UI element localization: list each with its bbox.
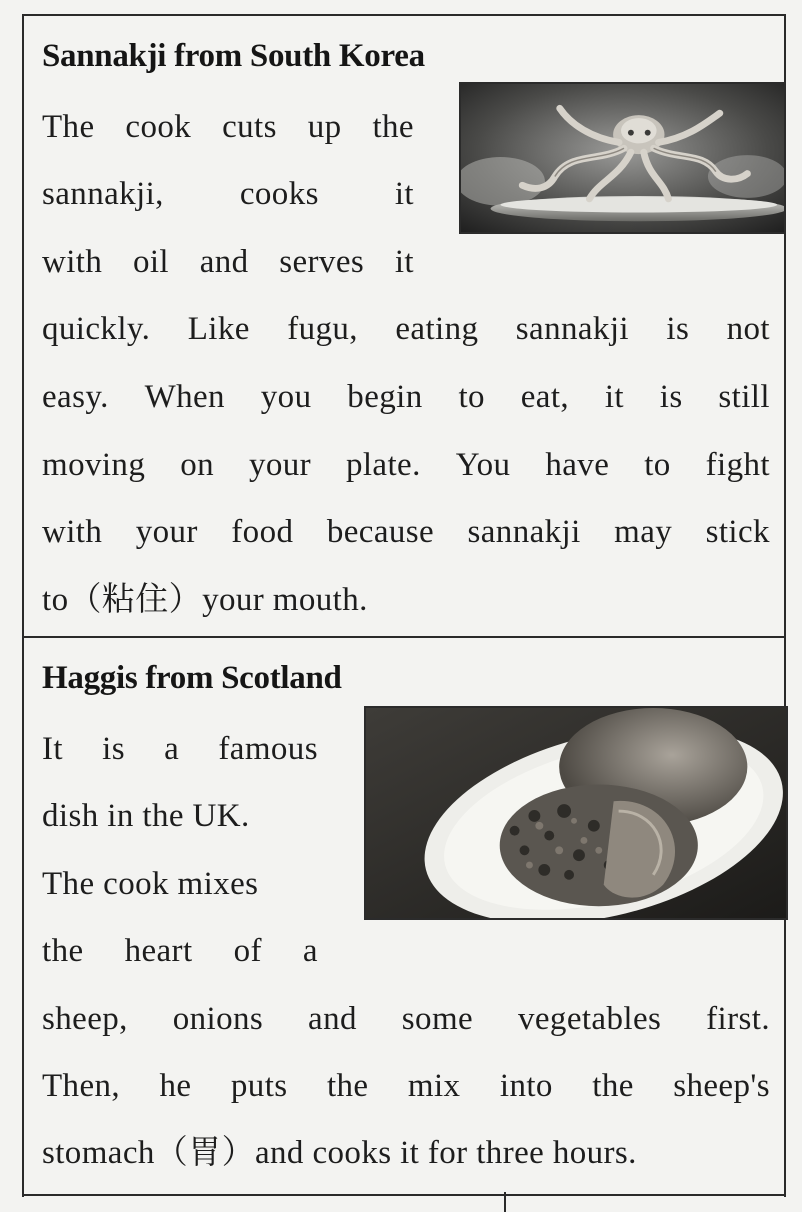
bottom-border-right	[506, 1194, 786, 1196]
body-line: the heart of a	[42, 933, 318, 969]
bottom-divider-tick	[504, 1192, 506, 1212]
body-line: sheep, onions and some vegetables first.	[42, 1001, 770, 1037]
body-line: quickly. Like fugu, eating sannakji is not	[42, 311, 770, 347]
section-divider	[24, 636, 784, 638]
body-line: moving on your plate. You have to fight	[42, 447, 770, 483]
section-heading-sannakji: Sannakji from South Korea	[42, 38, 425, 74]
body-line: It is a famous	[42, 731, 318, 767]
body-line: The cook mixes	[42, 866, 259, 902]
body-line: with oil and serves it	[42, 244, 414, 280]
body-line: with your food because sannakji may stick	[42, 514, 770, 550]
bottom-border-left	[24, 1194, 504, 1196]
article-box	[22, 14, 786, 1197]
body-line: dish in the UK.	[42, 798, 250, 834]
body-line: Then, he puts the mix into the sheep's	[42, 1068, 770, 1104]
body-line: stomach（胃）and cooks it for three hours.	[42, 1135, 637, 1171]
body-line: The cook cuts up the	[42, 109, 414, 145]
body-line: sannakji, cooks it	[42, 176, 414, 212]
haggis-photo	[364, 706, 788, 920]
body-line: to（粘住）your mouth.	[42, 582, 368, 618]
body-line: easy. When you begin to eat, it is still	[42, 379, 770, 415]
section-heading-haggis: Haggis from Scotland	[42, 660, 342, 696]
octopus-photo	[459, 82, 786, 234]
